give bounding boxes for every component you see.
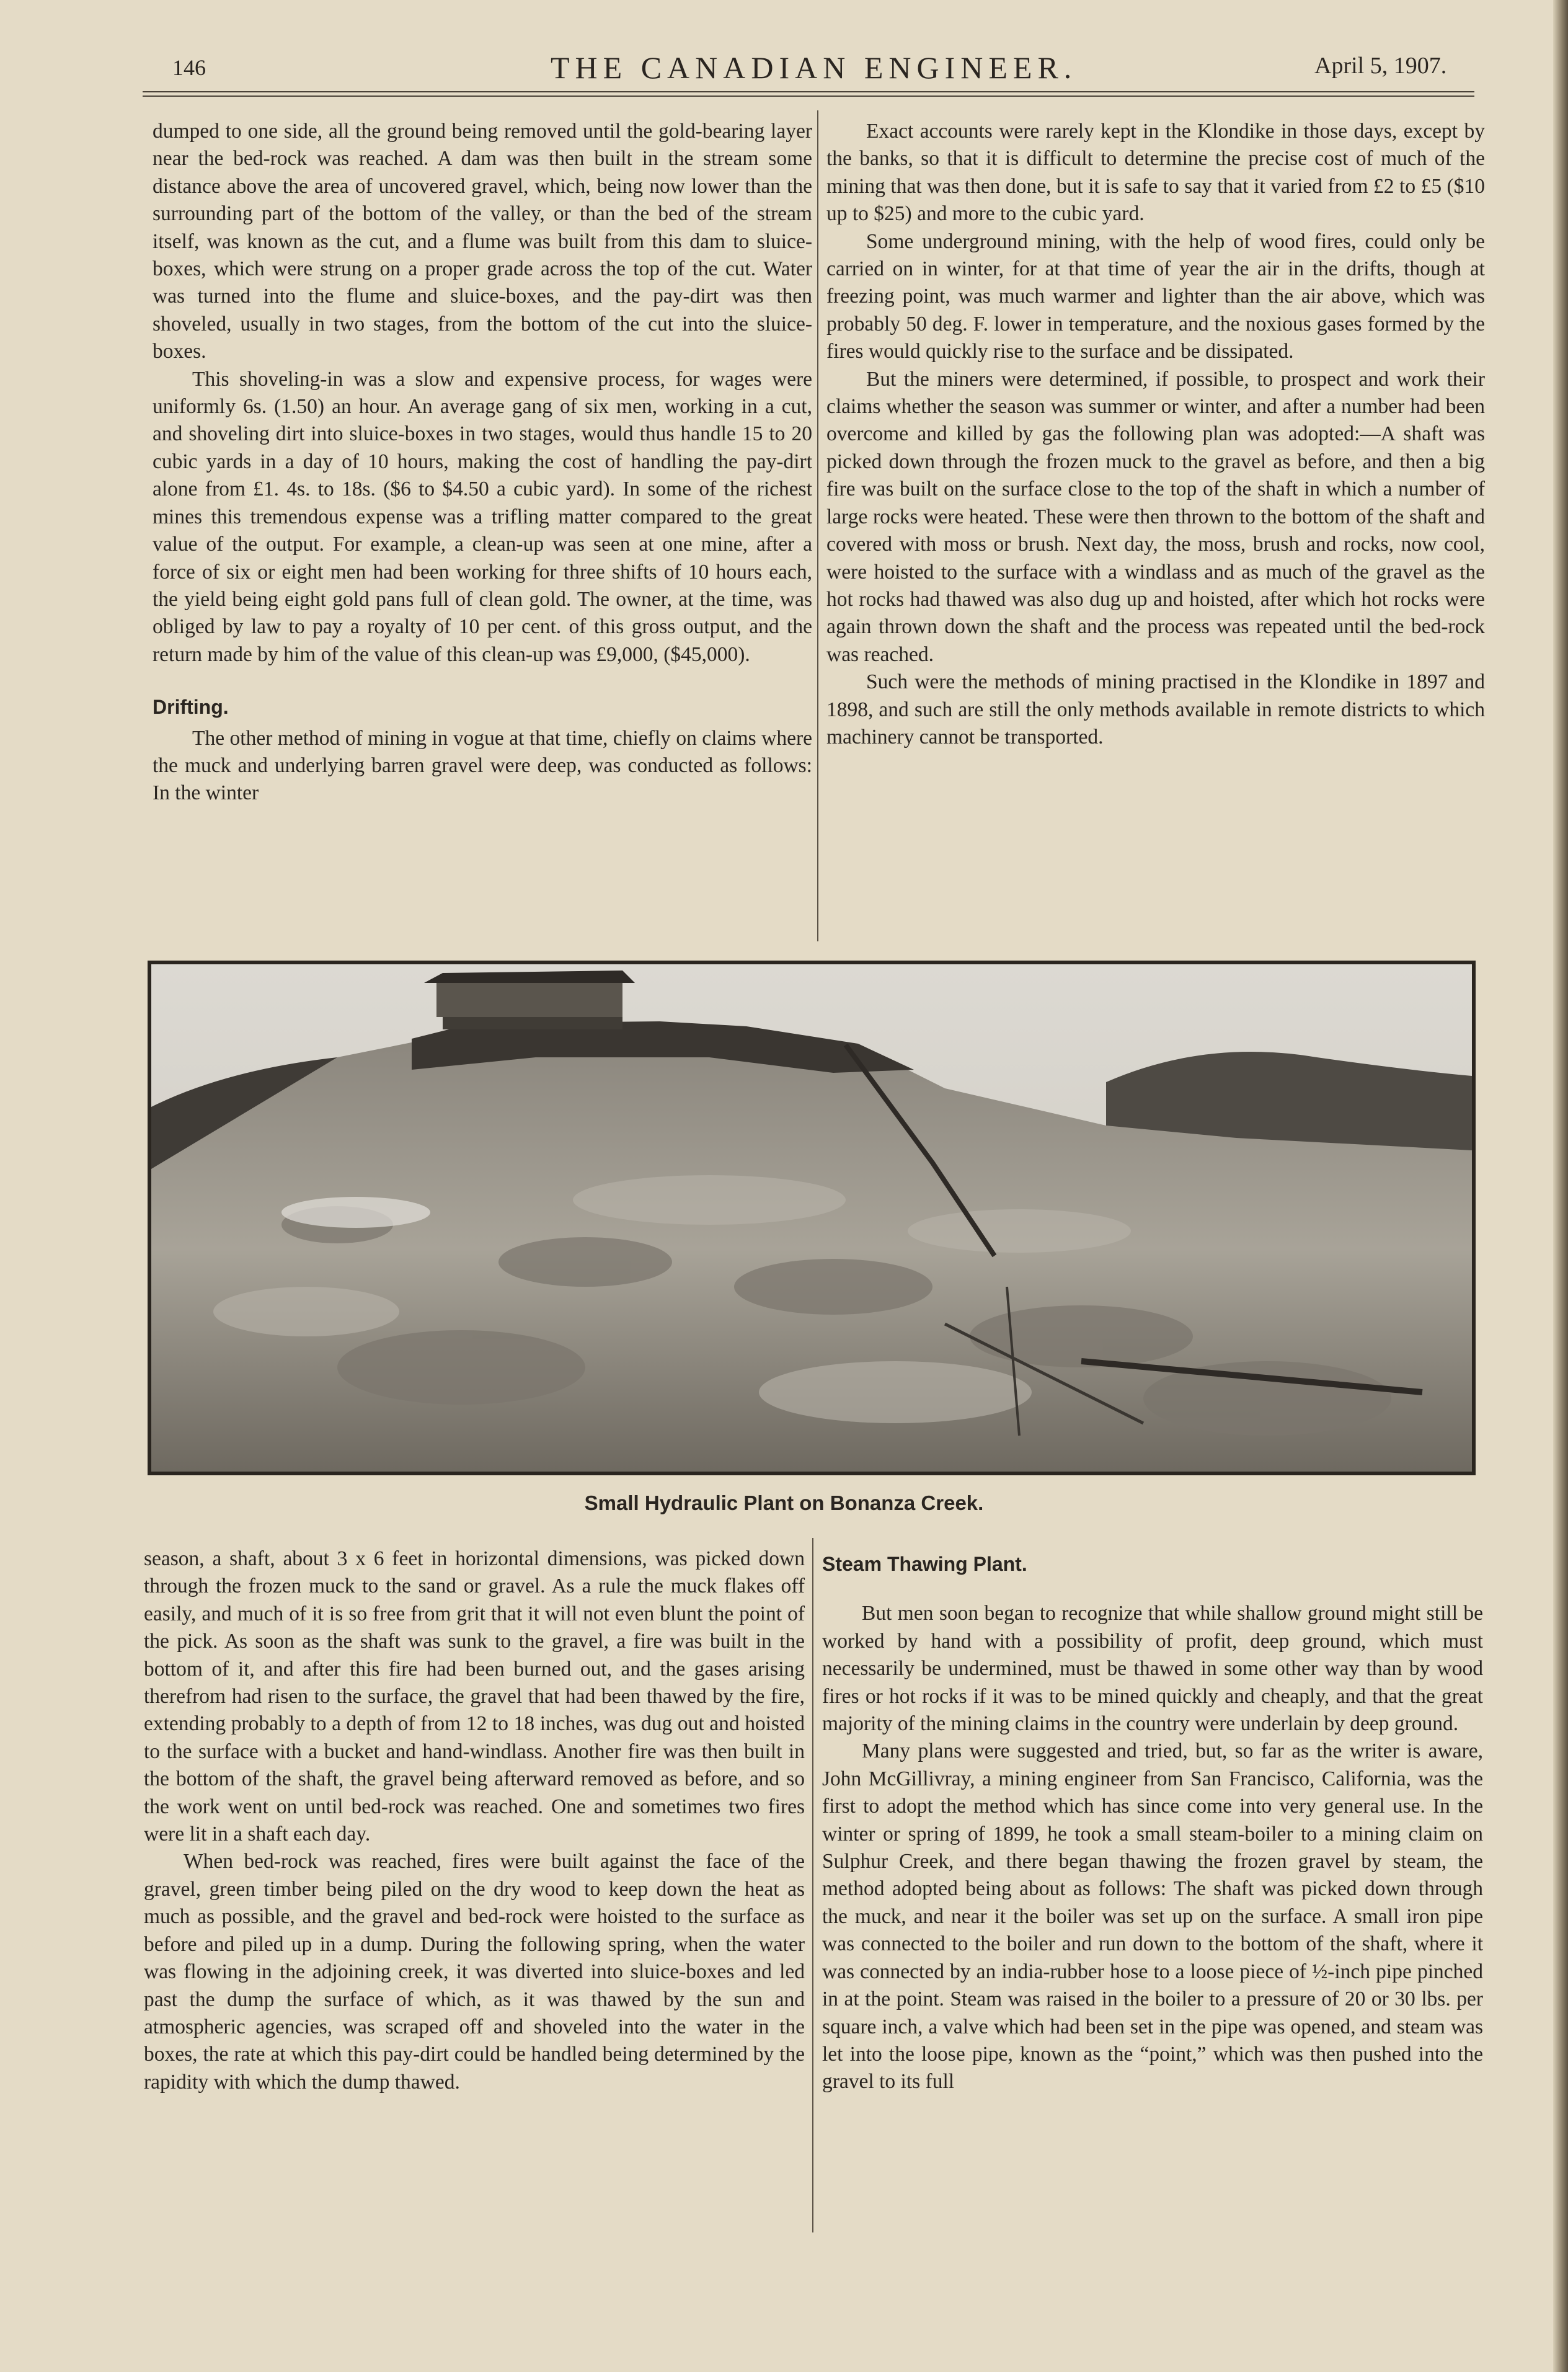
header-rule-secondary <box>143 96 1474 97</box>
bottom-right-column <box>822 1550 1483 2096</box>
section-heading-drifting: Drifting. <box>153 696 229 719</box>
column-divider <box>817 110 818 941</box>
header-rule <box>143 91 1474 92</box>
binding-edge <box>1553 0 1568 2372</box>
photo-illustration <box>151 964 1472 1472</box>
body-paragraph: dumped to one side, all the ground being removed until the gold-bearing layer near the bed-rock was reached. A dam was then built in the stream some distance above the area of uncovered gravel, which, being now lower than the surrounding part of the bottom of the valley, or than the bed of the stream itself, was known as the cut, and a flume was built from this dam to sluice-boxes, which were strung on a proper grade across the top of the cut. Water was turned into the flume and sluice-boxes, and the pay-dirt was then shoveled, usually in two stages, from the bottom of the cut into the sluice-boxes. <box>153 120 812 363</box>
body-paragraph: This shoveling-in was a slow and expensive process, for wages were uniformly 6s. (1.50) an hour. An average gang of six men, working in a cut, and shoveling dirt into sluice-boxes in two stages, would thus handle 15 to 20 cubic yards in a day of 10 hours, making the cost of handling the pay-dirt alone from £1. 4s. to 18s. ($6 to $4.50 a cubic yard). In some of the richest mines this tremendous expense was a trifling matter compared to the great value of the output. For example, a clean-up was seen at one mine, after a force of six or eight men had been working for three shifts of 10 hours each, the yield being eight gold pans full of clean gold. The owner, at the time, was obliged by law to pay a royalty of 10 per cent. of this gross output, and the return made by him of the value of this clean-up was £9,000, ($45,000). <box>153 367 812 666</box>
top-right-column <box>826 118 1485 751</box>
photo-caption: Small Hydraulic Plant on Bonanza Creek. <box>584 1491 984 1514</box>
page-number: 146 <box>172 55 206 80</box>
bottom-left-column <box>144 1545 805 2096</box>
body-paragraph: Such were the methods of mining practised in the Klondike in 1897 and 1898, and such are still the only methods available in remote districts to which machinery cannot be transported. <box>826 670 1485 748</box>
body-paragraph: When bed-rock was reached, fires were built against the face of the gravel, green timber being piled on the dry wood to keep down the heat as much as possible, and the gravel and bed-rock were hoisted to the surface as before and piled up in a dump. During the following spring, when the water was flowing in the adjoining creek, it was diverted into sluice-boxes and led past the dump the surface of which, as it was thawed by the sun and atmospheric agencies, was scraped off and shoveled into the water in the boxes, the rate at which this pay-dirt could be handled being determined by the rapidity with which the dump thawed. <box>144 1850 805 2094</box>
section-heading-steam-thawing: Steam Thawing Plant. <box>822 1553 1027 1575</box>
body-paragraph: But the miners were determined, if possible, to prospect and work their claims whether the season was summer or winter, and after a number had been overcome and killed by gas the following plan was adopted:—A shaft was picked down through the frozen muck to the gravel as before, and then a big fire was built on the surface close to the top of the shaft in which a number of large rocks were heated. These were then thrown to the bottom of the shaft and covered with moss or brush. Next day, the moss, brush and rocks, now cool, were hoisted to the surface with a windlass and as much of the gravel as the hot rocks had thawed was also dug up and hoisted, after which hot rocks were again thrown down the shaft and the process was repeated until the bed-rock was reached. <box>826 367 1485 666</box>
body-paragraph: The other method of mining in vogue at that time, chiefly on claims where the muck and underlying barren gravel were deep, was conducted as follows: In the winter <box>153 726 812 805</box>
hydraulic-plant-photo <box>148 961 1476 1475</box>
journal-title: THE CANADIAN ENGINEER. <box>551 50 1078 85</box>
column-divider <box>812 1538 813 2232</box>
top-left-column <box>153 118 812 807</box>
body-paragraph: Some underground mining, with the help of wood fires, could only be carried on in winter, for at that time of year the air in the drifts, though at freezing point, was much warmer and lighter than the air above, which was probably 50 deg. F. lower in temperature, and the noxious gases formed by the fires would quickly rise to the surface and be dissipated. <box>826 229 1485 363</box>
body-paragraph: But men soon began to recognize that while shallow ground might still be worked by hand with a possibility of profit, deep ground, which must necessarily be undermined, must be thawed in some other way than by wood fires or hot rocks if it was to be mined quickly and cheaply, and that the great majority of the mining claims in the country were underlain by deep ground. <box>822 1602 1483 1736</box>
body-paragraph: Exact accounts were rarely kept in the Klondike in those days, except by the banks, so that it is difficult to determine the precise cost of much of the mining that was then done, but it is safe to say that it varied from £2 to £5 ($10 up to $25) and more to the cubic yard. <box>826 120 1485 226</box>
body-paragraph: Many plans were suggested and tried, but, so far as the writer is aware, John McGillivray, a mining engineer from San Francisco, California, was the first to adopt the method which has since come into very general use. In the winter or spring of 1899, he took a small steam-boiler to a mining claim on Sulphur Creek, and there began thawing the frozen gravel by steam, the method adopted being about as follows: The shaft was picked down through the muck, and near it the boiler was set up on the surface. A small iron pipe was connected to the boiler and run down to the bottom of the shaft, where it was connected by an india-rubber hose to a loose piece of ½-inch pipe pinched in at the point. Steam was raised in the boiler to a pressure of 20 or 30 lbs. per square inch, a valve which had been set in the pipe was opened, and steam was let into the loose pipe, known as the “point,” which was then pushed into the gravel to its full <box>822 1739 1483 2094</box>
issue-date: April 5, 1907. <box>1314 53 1447 79</box>
body-paragraph: season, a shaft, about 3 x 6 feet in horizontal dimensions, was picked down through the frozen muck to the sand or gravel. As a rule the muck flakes off easily, and much of it is so free from grit that it will not even blunt the point of the pick. As soon as the shaft was sunk to the gravel, a fire was built in the bottom of it, and after this fire had been burned out, and the gases arising therefrom had risen to the surface, the gravel that had been thawed by the fire, extending probably to a depth of from 12 to 18 inches, was dug out and hoisted to the surface with a bucket and hand-windlass. Another fire was then built in the bottom of the shaft, the gravel being afterward removed as before, and so the work went on until bed-rock was reached. One and sometimes two fires were lit in a shaft each day. <box>144 1547 805 1846</box>
